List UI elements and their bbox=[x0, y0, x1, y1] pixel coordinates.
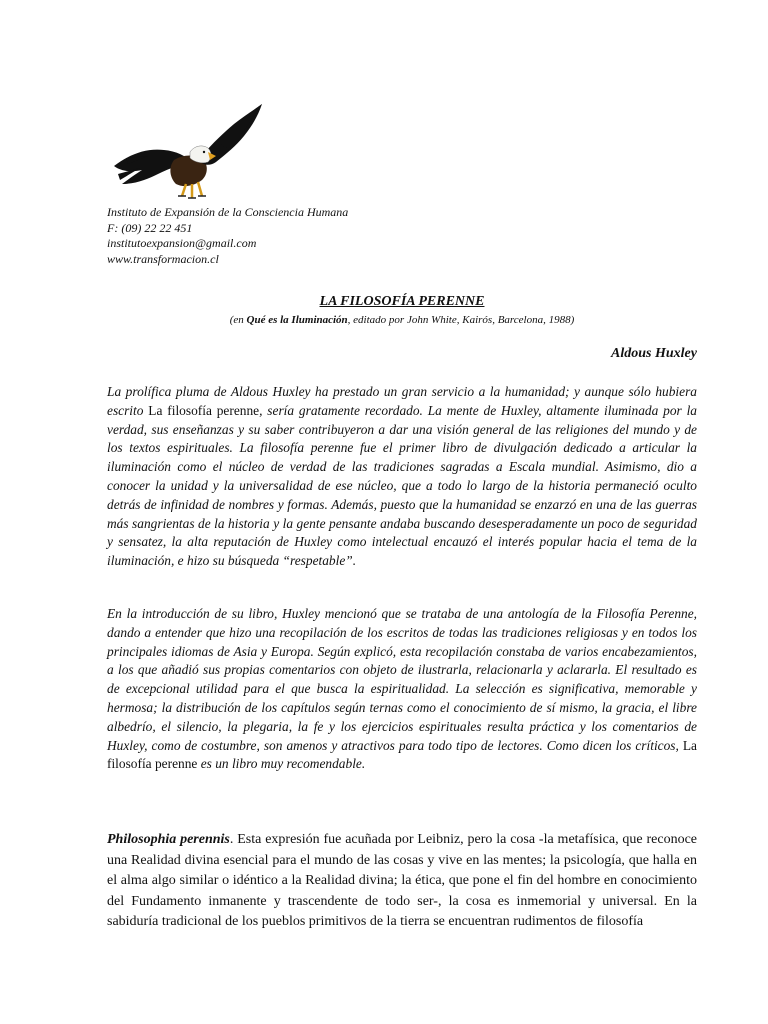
institute-email: institutoexpansion@gmail.com bbox=[107, 236, 257, 250]
subtitle-source: , editado por John White, Kairós, Barcelona, 1988) bbox=[347, 314, 575, 326]
body-paragraph bbox=[107, 830, 697, 933]
document-subtitle bbox=[0, 314, 768, 326]
document-title: LA FILOSOFÍA PERENNE bbox=[319, 294, 485, 309]
subtitle-book-title: Qué es la Iluminación bbox=[246, 314, 348, 326]
institute-website: www.transformacion.cl bbox=[107, 251, 219, 266]
paragraph-text: . Esta expresión fue acuñada por Leibniz, pero la cosa -la metafísica, que reconoce una Realidad divina esencial para el mundo de las cosas y vive en las mentes; la psicología, que halla en el alma algo similar o idéntico a la Realidad divina; la ética, que pone el fin del hombre en conocimiento del Fundamento inmanente y trascendente de todo ser-, la cosa es inmemorial y universal. En la sabiduría tradicional de los pueblos primitivos de la tierra se encuentran rudimentos de filosofía bbox=[107, 832, 698, 929]
intro-paragraph-2 bbox=[107, 605, 697, 774]
paragraph-text: La prolífica pluma de Aldous Huxley ha prestado un gran servicio a la humanidad; y aunque sólo hubiera escrito bbox=[107, 384, 697, 418]
eagle-icon bbox=[112, 104, 264, 204]
institute-header bbox=[107, 205, 667, 267]
institute-name: Instituto de Expansión de la Consciencia Humana bbox=[107, 205, 349, 219]
paragraph-text: , sería gratamente recordado. La mente de Huxley, altamente iluminada por la verdad, sus enseñanzas y su saber contribuyeron a dar una visión general de las religiones del mundo y de los textos espirituales. La filosofía perenne fue el primer libro de divulgación dedicado a articular la iluminación como el núcleo de verdad de las tradiciones sagradas a Escala mundial. Asimismo, dio a conocer la unidad y la universalidad de ese núcleo, que a todo lo largo de la historia permaneció oculto detrás de infinidad de nombres y formas. Además, puesto que la humanidad se enzarzó en una de las guerras más sangrientas de la historia y la gente pensante andaba buscando desesperadamente un poco de seguridad y sensatez, la alta reputación de Huxley como intelectual encauzó el interés popular hacia el tema de la iluminación, e hizo su búsqueda “respetable”. bbox=[107, 402, 698, 569]
intro-paragraph-1 bbox=[107, 383, 697, 571]
book-title-reference: La filosofía perenne bbox=[107, 737, 697, 772]
paragraph-lead-term: Philosophia perennis bbox=[107, 832, 230, 847]
institute-phone: F: (09) 22 22 451 bbox=[107, 220, 193, 235]
paragraph-text: es un libro muy recomendable. bbox=[197, 756, 366, 772]
subtitle-prefix: (en bbox=[229, 314, 247, 326]
paragraph-text: En la introducción de su libro, Huxley mencionó que se trataba de una antología de la Filosofía Perenne, dando a entender que hizo una recopilación de los escritos de todas las tradiciones religiosas y en todos los principales idiomas de Asia y Europa. Según explicó, esta recopilación constaba de varios encabezamientos, a los que añadió sus propias comentarios con objeto de ilustrarla, relacionarla y aclararla. El resultado es de excepcional utilidad para el que busca la espiritualidad. La selección es significativa, memorable y hermosa; la distribución de los capítulos según ternas como el conocimiento de sí mismo, la gracia, el libre albedrío, el silencio, la plegaria, la fe y los ejercicios espirituales resulta práctica y los comentarios de Huxley, como de costumbre, son amenos y atractivos para todo tipo de lectores. Como dicen los críticos, bbox=[107, 606, 697, 753]
document-author: Aldous Huxley bbox=[611, 346, 697, 361]
book-title-reference: La filosofía perenne bbox=[148, 402, 260, 418]
